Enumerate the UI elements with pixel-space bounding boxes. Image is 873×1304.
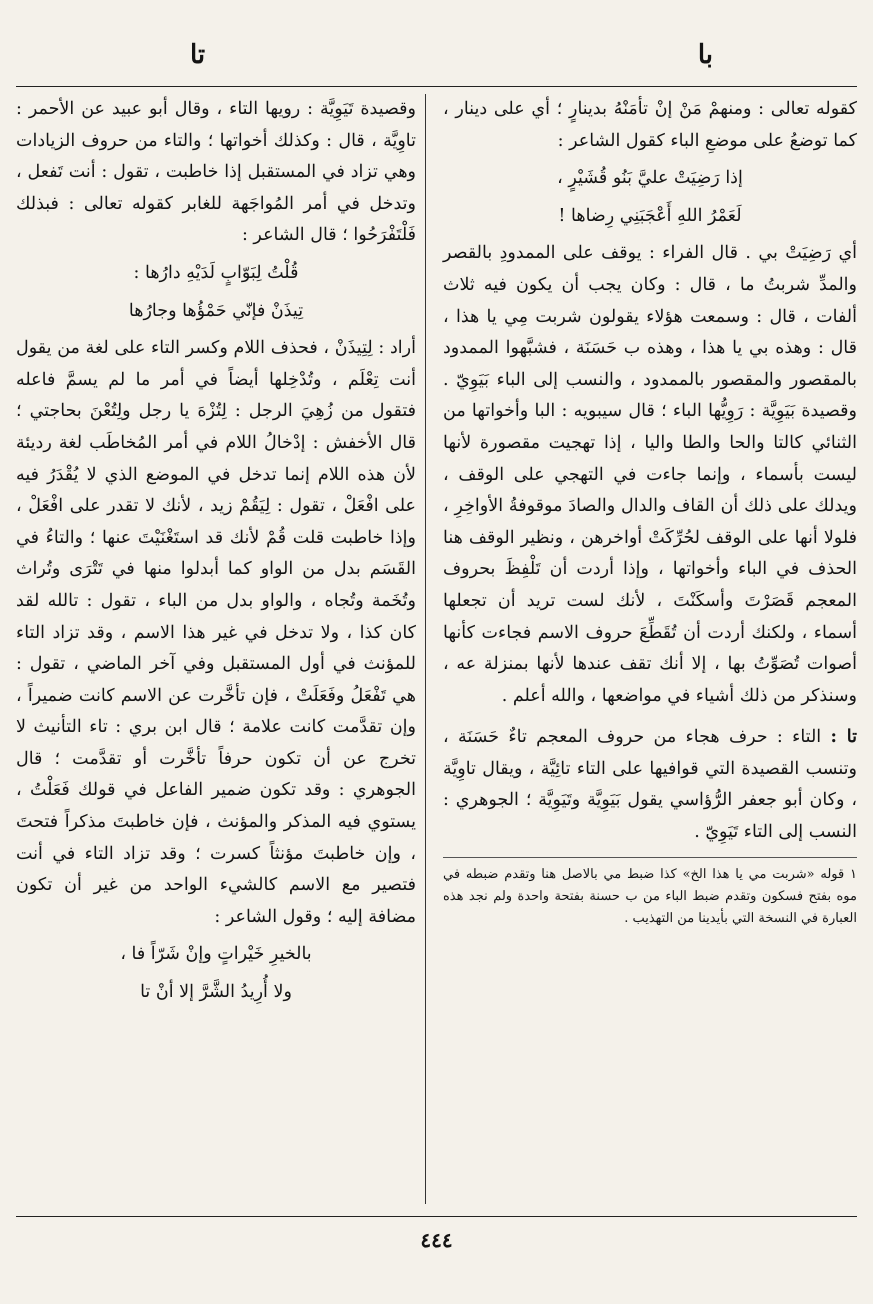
- right-verse-line-2: لَعَمْرُ اللهِ أَعْجَبَنِي رِضاها !: [558, 205, 742, 226]
- entry-ta-headword: تا :: [830, 727, 857, 748]
- entry-ta: [443, 722, 857, 848]
- right-paragraph-2: أي رَضِيَتْ بي . قال الفراء : يوقف على الممدودِ بالقصر والمدِّ شربتُ ما ، قال : وكان يجب أن يكون فيه ثلاث ألفات ، قال : وسمعت هؤلاء يقولون شربت مِي يا هذا ، قال : وهذه بي يا هذا ، وهذه ب حَسَنَة ، فشبَّهوا الممدود بالمقصور والمقصور بالممدود ، والنسب إلى الباء بَيَوِيّ . وقصيدة بَيَوِيَّة : رَوِيُّها الباء ؛ قال سيبويه : البا وأخواتها من الثنائي كالتا والحا والطا واليا ، إذا تهجيت مقصورة لأنها ليست بأسماء ، وإنما جاءت في التهجي على الوقف ، ويدلك على ذلك أن القاف والدال والصادَ موقوفةُ الأواخِرِ ، فلولا أنها على الوقف لحُرِّكَتْ أواخرهن ، ونظير الوقف هنا الحذف في الباء وأخواتها ، وإذا أردت أن تَلْفِظَ بحروف المعجم قَصَرْتَ وأسكَنْتَ ، لأنك لست تريد أن تجعلها أسماء ، ولكنك أردت أن تُقَطِّعَ حروف الاسم فجاءت كأنها أصوات تُصَوِّتُ بها ، إلا أنك تقف عندها لأنها بمنزلة عه ، وسنذكر من ذلك أشياء في مواضعها ، والله أعلم .: [443, 243, 857, 706]
- left-paragraph-2: أراد : لِتِيذَنْ ، فحذف اللام وكسر التاء على لغة من يقول أنت تِعْلَم ، وتُدْخِلها أيضاً في أمر ما لم يسمَّ فاعله فتقول من زُهِيَ الرجل : لِتُزْهَ يا رجل ولِتُعْنَ بحاجتي ؛ قال الأخفش : إدْخالُ اللام في أمر المُخاطَب لغة رديئة لأن هذه اللام إنما تدخل في الموضع الذي لا يُقْدَرُ فيه على افْعَلْ ، تقول : لِيَقُمْ زيد ، لأنك لا تقدر على افْعَلْ ، وإذا خاطبت قلت قُمْ لأنك قد استَغْنَيْتَ عنها ؛ والتاءُ في القَسَم بدل من الواو كما أبدلوا منها في تَتْرَى وتُراث وتُخَمة وتُجاه ، والواو بدل من الباء ، تقول : تالله لقد كان كذا ، ولا تدخل في غير هذا الاسم ، وقد تزاد التاء للمؤنث في أول المستقبل وفي آخر الماضي ، تقول : هي تَفْعَلُ وفَعَلَتْ ، فإن تأخَّرت عن الاسم كانت ضميراً ، وإن تقدَّمت كانت علامة ؛ قال ابن بري : تاء التأنيث لا تخرج عن أن تكون حرفاً تأخَّرت أو تقدَّمت ؛ قال الجوهري : وقد تكون ضمير الفاعل في قولك فَعَلْتُ ، يستوي فيه المذكر والمؤنث ، فإن خاطبتَ مذكراً فتحتَ ، وإن خاطبتَ مؤنثاً كسرت ؛ وقد تزاد التاء في أنت فتصير مع الاسم كالشيء الواحد من غير أن تكون مضافة إليه ؛ وقول الشاعر :: [16, 338, 416, 927]
- left-verse-line-2: تِيذَنْ فإنّي حَمْؤُها وجارُها: [128, 300, 304, 321]
- right-column: [443, 94, 857, 1204]
- left-verse-line-3: بالخيرِ خَيْراتٍ وإنْ شَرّاً فا ،: [120, 944, 312, 965]
- right-paragraph-1: كقوله تعالى : ومنهمْ مَنْ إنْ تأمَنْهُ بدينارٍ ؛ أي على دينار ، كما توضعُ على موضعِ الباء كقول الشاعر :: [443, 99, 857, 151]
- right-verse-line-1: إذا رَضِيَتْ عليَّ بَنُو قُشَيْرٍ ،: [557, 168, 743, 189]
- footnote: ١ قوله «شربت مي يا هذا الخ» كذا ضبط مي بالاصل هنا وتقدم ضبطه في موه بفتح فسكون وتقدم ضبط الباء من ب حسنة بفتحة واحدة ولم نجد هذه العبارة في النسخة التي بأيدينا من التهذيب .: [443, 857, 857, 930]
- page-number: ٤٤٤: [420, 1228, 453, 1252]
- column-divider: [425, 94, 426, 1204]
- entry-ta-text: التاء : حرف هجاء من حروف المعجم تاءٌ حَسَنَة ، وتنسب القصيدة التي قوافيها على التاء تائِيَّة ، ويقال تاوِيَّة ، وكان أبو جعفر الرُّؤاسي يقول بَيَوِيَّة وتَيَوِيَّة ؛ الجوهري : النسب إلى التاء تَيَوِيّ .: [443, 727, 857, 843]
- running-head-left: تا: [190, 40, 206, 70]
- left-paragraph-1: وقصيدة تَيَوِيَّة : رويها التاء ، وقال أبو عبيد عن الأحمر : تاوِيَّة ، قال : وكذلك أخواتها ؛ والتاء من حروف الزيادات وهي تزاد في المستقبل إذا خاطبت ، تقول : أنت تَفعل ، وتدخل في أمر المُواجَهة للغابر كقوله تعالى : فبذلك فَلْتَفْرَحُوا ؛ قال الشاعر :: [16, 99, 416, 246]
- running-head-right: با: [697, 40, 713, 70]
- left-verse-line-4: ولا أُرِيدُ الشَّرَّ إلا أنْ تا: [140, 982, 292, 1003]
- bottom-rule: [16, 1216, 857, 1217]
- top-rule: [16, 86, 857, 87]
- running-head: [0, 40, 873, 80]
- left-verse-line-1: قُلْتُ لِبَوّابٍ لَدَيْهِ دارُها :: [133, 262, 299, 283]
- left-column: [16, 94, 416, 1204]
